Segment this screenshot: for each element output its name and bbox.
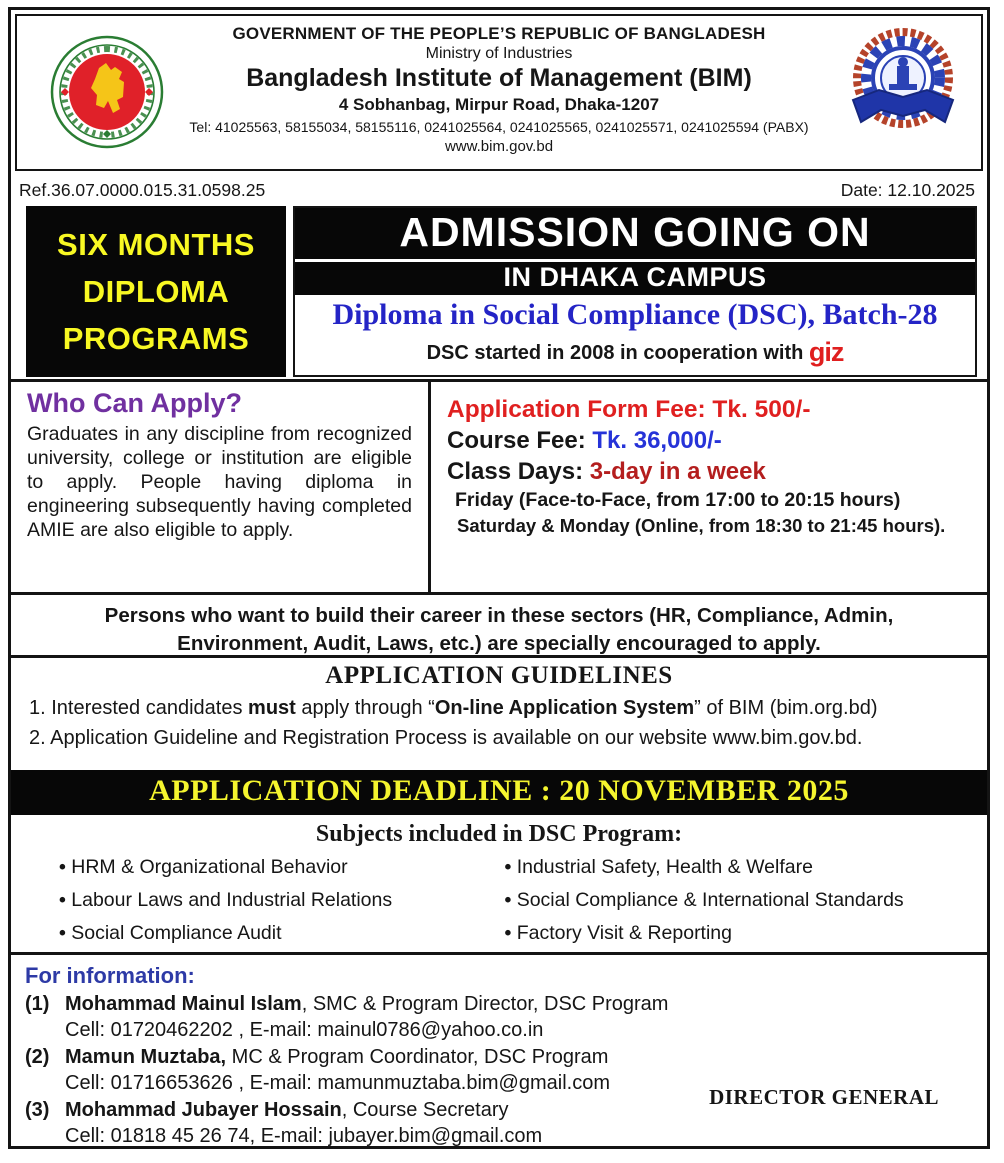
guideline-item-1 (29, 697, 969, 720)
who-can-apply-section (11, 382, 431, 592)
course-fee-label: Course Fee: (447, 427, 593, 454)
giz-logo: giz (808, 337, 844, 367)
subject-item: • Industrial Safety, Health & Welfare (504, 856, 949, 879)
bim-emblem-icon (845, 24, 961, 150)
guideline-1-post: ” of BIM (bim.org.bd) (694, 697, 878, 719)
admission-banner-row (11, 206, 987, 379)
application-deadline-banner: APPLICATION DEADLINE : 20 NOVEMBER 2025 (11, 770, 987, 815)
director-general-signature: DIRECTOR GENERAL (709, 1085, 939, 1109)
contact-role: , Course Secretary (341, 1099, 509, 1121)
encouragement-note: Persons who want to build their career in these sectors (HR, Compliance, Admin, Environment, Audit, Laws, etc.) are specially encouraged to apply. (11, 595, 987, 658)
ministry-line: Ministry of Industries (425, 45, 573, 62)
application-form-fee: Application Form Fee: Tk. 500/- (447, 396, 811, 423)
for-information-heading: For information: (25, 963, 195, 988)
class-days-label: Class Days: (447, 458, 590, 485)
guideline-1-mid: apply through “ (295, 697, 435, 719)
institute-address: 4 Sobhanbag, Mirpur Road, Dhaka-1207 (338, 95, 660, 114)
guideline-item-2: 2. Application Guideline and Registration Process is available on our website www.bim.gov.bd. (29, 727, 863, 749)
six-months-diploma-box (26, 206, 286, 377)
government-line: GOVERNMENT OF THE PEOPLE’S REPUBLIC OF BANGLADESH (232, 24, 766, 43)
guideline-1-must: must (248, 697, 296, 719)
schedule-weekend: Saturday & Monday (Online, from 18:30 to 21:45 hours). (457, 515, 946, 536)
reference-row (11, 175, 987, 206)
subject-item: • Labour Laws and Industrial Relations (59, 889, 504, 912)
subjects-right-column (504, 856, 949, 955)
admission-campus: IN DHAKA CAMPUS (295, 262, 975, 295)
schedule-friday: Friday (Face-to-Face, from 17:00 to 20:15 hours) (455, 489, 901, 511)
website-url: www.bim.gov.bd (444, 138, 554, 155)
contact-cell-email: Cell: 01818 45 26 74, E-mail: jubayer.bim@gmail.com (65, 1125, 543, 1147)
guideline-1-text: 1. Interested candidates (29, 697, 249, 719)
contact-name: Mohammad Mainul Islam (65, 993, 302, 1015)
program-line-2: DIPLOMA (82, 273, 230, 309)
subjects-left-column (59, 856, 504, 955)
fees-section (431, 382, 987, 592)
admission-title: ADMISSION GOING ON (295, 208, 975, 259)
eligibility-fees-row (11, 379, 987, 595)
subjects-heading: Subjects included in DSC Program: (315, 821, 683, 847)
guideline-1-system: On-line Application System (434, 697, 695, 719)
contact-name: Mohammad Jubayer Hossain (65, 1099, 342, 1121)
guidelines-heading: APPLICATION GUIDELINES (325, 662, 673, 689)
contact-number: (2) (25, 1046, 50, 1068)
contact-role: , SMC & Program Director, DSC Program (301, 993, 669, 1015)
subject-item: • Social Compliance & International Standards (504, 889, 949, 912)
contact-name-role (65, 993, 668, 1016)
course-fee-value: Tk. 36,000/- (592, 427, 722, 454)
who-can-apply-heading: Who Can Apply? (27, 388, 242, 418)
bangladesh-government-seal-icon (49, 34, 165, 150)
contact-row (25, 993, 971, 1016)
course-title: Diploma in Social Compliance (DSC), Batch-28 (332, 298, 938, 331)
contact-cell-email: Cell: 01716653626 , E-mail: mamunmuztaba.bim@gmail.com (65, 1072, 610, 1094)
institute-name: Bangladesh Institute of Management (BIM) (246, 64, 752, 92)
program-line-3: PROGRAMS (62, 321, 250, 357)
date-label: Date: 12.10.2025 (840, 180, 975, 200)
cooperation-text: DSC started in 2008 in cooperation with (426, 342, 809, 364)
contact-name-role (65, 1046, 608, 1069)
course-fee-line (447, 427, 979, 455)
reference-number: Ref.36.07.0000.015.31.0598.25 (19, 180, 266, 200)
contact-name: Mamun Muztaba, (65, 1046, 227, 1068)
who-can-apply-body: Graduates in any discipline from recognized university, college or institution are eligible to apply. People having diploma in engineering subsequently having completed AMIE are also eligible to apply. (27, 423, 412, 541)
subject-item: • Social Compliance Audit (59, 922, 504, 945)
contact-name-role (65, 1099, 508, 1122)
poster-frame (8, 7, 990, 1149)
class-days-line (447, 458, 979, 486)
subjects-section (11, 815, 987, 955)
contact-row (25, 1046, 971, 1069)
contacts-section (11, 955, 987, 1150)
cooperation-line (295, 333, 975, 368)
contact-cell-email: Cell: 01720462202 , E-mail: mainul0786@yahoo.co.in (65, 1019, 544, 1041)
contact-role: MC & Program Coordinator, DSC Program (226, 1046, 609, 1068)
subjects-columns (11, 848, 987, 955)
telephone-line: Tel: 41025563, 58155034, 58155116, 0241025564, 0241025565, 0241025571, 0241025594 (PABX) (189, 119, 809, 135)
class-days-value: 3-day in a week (589, 458, 766, 485)
program-line-1: SIX MONTHS (57, 226, 255, 262)
subject-item: • HRM & Organizational Behavior (59, 856, 504, 879)
application-guidelines-section (11, 658, 987, 770)
admission-box (293, 206, 977, 377)
contact-number: (1) (25, 993, 50, 1015)
contact-number: (3) (25, 1099, 50, 1121)
subject-item: • Factory Visit & Reporting (504, 922, 949, 945)
header (15, 14, 983, 171)
